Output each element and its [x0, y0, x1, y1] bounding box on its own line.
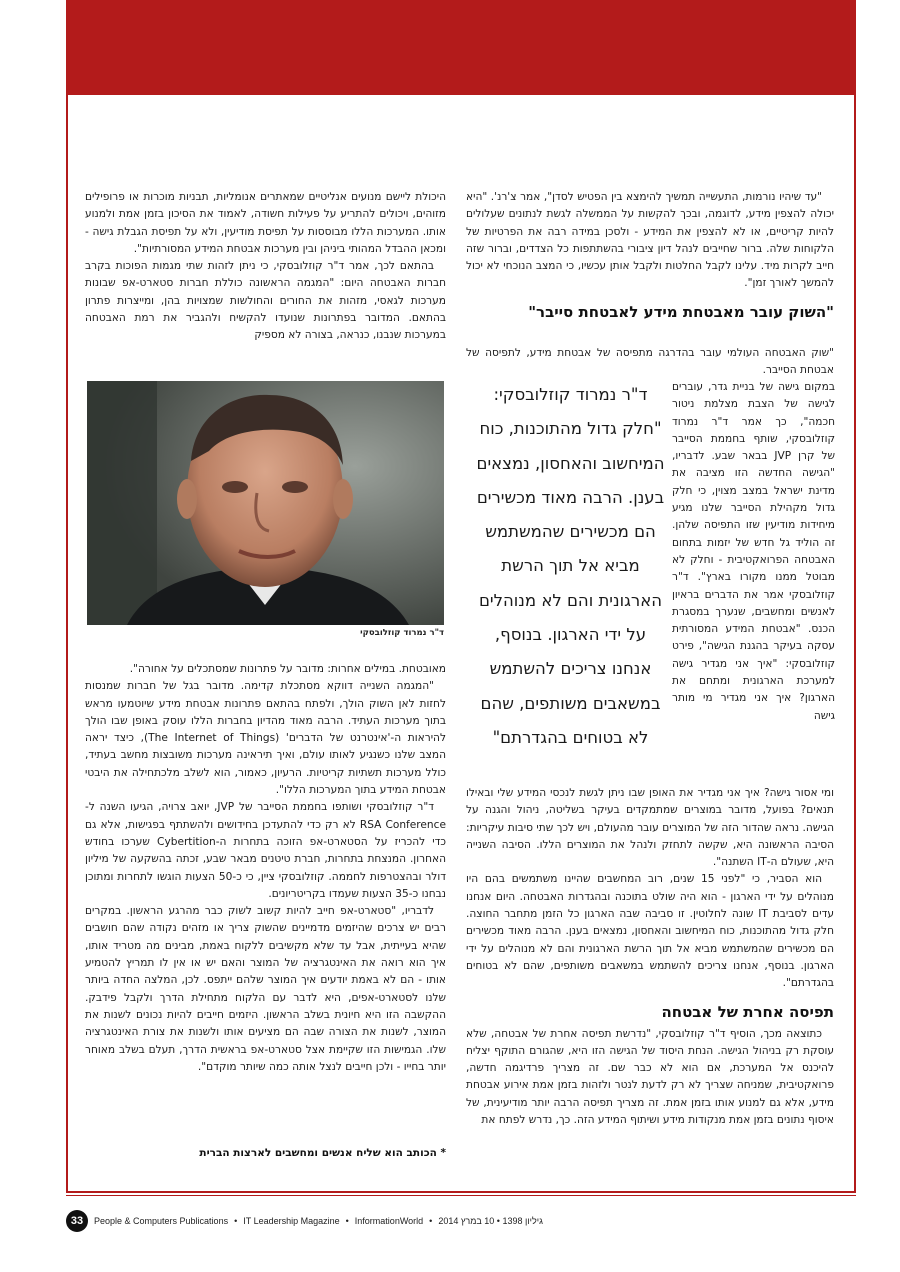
article-right-column-narrow-body [672, 379, 835, 725]
frame-bottom-rule-thin [66, 1195, 856, 1196]
paragraph: לדבריו, "סטארט-אפ חייב להיות קשוב לשוק כבר מהרגע הראשון. במקרים רבים יש צרכים שהיזמים מדמיינים שהשוק צריך או מזהים נקודה שהם חושבים שהיא בעייתית, אבל עד שלא מקשיבים ללקוח באמת, מבינים מה מטריד אותו, איך הוא רואה את האינטגרציה של המוצר והאם יש או אין לו תמריץ להטמיע אותו - הם לא באמת יודעים איך המוצר שלהם ייתפס. לכן, המלצה החדה ביותר שלנו לסטארט-אפים, היא לדבר עם הלקוח מתחילת הדרך ולקבל פידבק. ההקשבה הזו היא חיונית בשלב הראשון. היזמים חייבים להיות נכונים לשנות את המוצר, לשנות את הצורה שבה הם מציעים אותו ולשנות את צורת האינטגרציה שלו. הגמישות הזו שקיימת אצל סטארט-אפ בראשית הדרך, תעלם בשלב מאוחר יותר בחייו - ולכן חייבים לנצל אותה כמה שיותר מוקדם". [85, 905, 446, 1073]
page-footer [66, 1209, 856, 1233]
paragraph: כתוצאה מכך, הוסיף ד"ר קוזלובסקי, "נדרשת תפיסה אחרת של אבטחה, שלא עוסקת רק בניהול הגישה. הנחת היסוד של הגישה הזו היא, שהגורם התוקף יצליח להיכנס אל המערכת, אם הוא לא כבר שם. זה מצריך פרדיגמה חדשה, פרואקטיבית, שמניחה שצריך לא רק לדעת לנטר ולזהות בזמן אמת אירוע אבטחת מידע, אלא גם למנוע אותו בזמן אמת. זה מצריך תפיסה הרבה יותר מודיעינית, של איסוף נתונים בזמן אמת מנקודות מידע ושיתוף המידע הזה. כך, נדרש לפתח את [466, 1027, 834, 1127]
magazine-name: IT Leadership Magazine [243, 1216, 340, 1226]
paragraph: במקום גישה של בניית גדר, עוברים לגישה של הצבת מצלמת ניטור חכמה", כך אמר ד"ר נמרוד קוזלובסקי, שותף בחממת הסייבר של קרן JVP בבאר שבע. לדבריו, "הגישה החדשה הזו מציבה את מדינת ישראל במצב מצוין, כי חלק גדול מקהילת הסייבר שלנו מגיע מיחידות מודיעין שזו התפיסה שלהן. זה הוליד גל חדש של יזמות בתחום האבטחה הפרואקטיבית - וחלק לא מבוטל ממנו מקורו בארץ". ד"ר קוזלובסקי אמר את הדברים בראיון לאנשים ומחשבים, שנערך במסגרת הכנס. "אבטחת המידע המסורתית עסקה בעיקר בהגנת הגישה", פירט קוזלובסקי: "איך אני מגדיר גישה למערכת הארגונית ומתחם את הארגון? איך אני מגדיר מי מותר גישה [672, 381, 835, 722]
frame-left-rule [66, 95, 68, 1192]
bullet-separator: • [234, 1216, 238, 1226]
page-number: 33 [66, 1210, 88, 1232]
site-name: InformationWorld [354, 1216, 424, 1226]
paragraph: "עד שיהיו נורמות, התעשייה תמשיך להימצא בין הפטיש לסדן", אמר צ'רנ'. "היא יכולה להצפין מידע, לדוגמה, ובכך להקשות על הממשלה לגשת לנתונים שעלולים להיות קריטיים, או לא להצפין את המידע - ולסכן במידה רבה את הפרטיות של הלקוחות שלה. ברור שחייבים לנהל דיון ציבורי בהשתתפות כל הצדדים, וברור שזה חייב לקרות מיד. עלינו לקבל החלטות ולקבל אותן עכשיו, כי המצב הנוכחי לא יכול להמשך לאורך זמן". [466, 191, 834, 290]
paragraph: מאובטחת. במילים אחרות: מדובר על פתרונות שמסתכלים על אחורה". [129, 663, 446, 675]
portrait-photo [87, 381, 444, 625]
publisher-name: People & Computers Publications [94, 1216, 229, 1226]
issue-info: גיליון 1398 • 10 במרץ 2014 [438, 1216, 543, 1226]
section-heading-cyber-market: "השוק עובר מאבטחת מידע לאבטחת סייבר" [528, 302, 834, 321]
paragraph: הוא הסביר, כי "לפני 15 שנים, רוב המחשבים שהיינו משתמשים בהם היו מנוהלים על ידי הארגון - הוא היה שולט בתוכנה ובהגדרות האבטחה. היום אנחנו עדים לסביבת IT שונה לחלוטין. זו סביבה שבה הארגון כל הזמן מתחבר החוצה. חלק גדול מהתוכנות, כוח המיחשוב והאחסון, נמצאים בענן. הרבה מאוד מכשירים הם מכשירים שהמשתמש מביא אל תוך הרשת הארגונית והם לא מנוהלים על ידי הארגון. בנוסף, אנחנו צריכים להשתמש במשאבים משותפים, שהם לא בטוחים בהגדרתם". [466, 873, 834, 990]
paragraph: ד"ר קוזלובסקי ושותפו בחממת הסייבר של JVP, יואב צרויה, הגיעו השנה ל-RSA Conference לא רק כדי להתעדכן בחידושים ולהשתתף בפגישות, אלא גם כדי להכריז על הסטארט-אפ הזוכה בתחרות ה-Cybertition שערכו בחודש האחרון. המנצחת בתחרות, חברת טיטנים מבאר שבע, זכתה בהשקעה של מיליון דולר ובהצטרפות לחממה. קוזלובסקי ציין, כי כ-50 הצעות הוגשו לתחרות ומתוכן נבחנו כ-35 הצעות שעמדו בקריטריונים. [85, 801, 446, 900]
frame-bottom-rule [66, 1191, 856, 1193]
author-note: * הכותב הוא שליח אנשים ומחשבים לארצות הברית [199, 1147, 446, 1159]
bullet-separator: • [429, 1216, 433, 1226]
article-right-column-bottom [466, 785, 834, 1129]
paragraph: היכולת ליישם מנועים אנליטיים שמאתרים אנומליות, תבניות מוכרות או פרופילים מזוהים, ויכולים להתריע על פעילות חשודה, לאמוד את הסיכון בזמן אמת ולמנוע אותו. המערכות הללו מבוססות על תפיסת מודיעין, ולא על תפיסת הגבלת גישה - ומכאן ההבדל המהותי ביניהן ובין מערכות אבטחת המידע המסורתיות". [85, 191, 446, 255]
paragraph: ומי אסור גישה? איך אני מגדיר את האופן שבו ניתן לגשת לנכסי המידע שלי ובאילו תנאים? בפועל, מדובר במוצרים שמתמקדים בעיקר בשליטה, ניהול והגנה על הגישה. נראה שהדור הזה של המוצרים עובר מהעולם, ויש לכך שתי סיבות עיקריות: הסיבה הראשונה היא, שקשה לתחזק ולנהל את המוצרים הללו. הסיבה השנייה היא, שעולם ה-IT השתנה". [466, 787, 834, 869]
article-left-column-bottom [85, 661, 446, 1076]
article-right-column-narrow [466, 345, 834, 380]
bullet-separator: • [345, 1216, 349, 1226]
frame-right-rule [854, 95, 856, 1192]
pull-quote: ד"ר נמרוד קוזלובסקי: "חלק גדול מהתוכנות, כוח המיחשוב והאחסון, נמצאים בענן. הרבה מאוד מכשירים הם מכשירים שהמשתמש מביא אל תוך הרשת הארגונית והם לא מנוהלים על ידי הארגון. בנוסף, אנחנו צריכים להשתמש במשאבים משותפים, שהם לא בטוחים בהגדרתם" [476, 385, 665, 747]
paragraph-lead: "שוק האבטחה העולמי עובר בהדרגה מתפיסה של אבטחת מידע, לתפיסה של אבטחת הסייבר. [466, 347, 834, 377]
paragraph: בהתאם לכך, אמר ד"ר קוזלובסקי, כי ניתן לזהות שתי מגמות הפוכות בקרב חברות האבטחה היום: "המגמה הראשונה כוללת חברות סטארט-אפ שבונות מערכות לגאסי, מזהות את החורים והחולשות שמצויות בהן, ומייצרות פתרון בהתאם. המדובר בפתרונות שנועדו להקשיח ולהגביר את רמת האבטחה במערכות שנבנו, כנראה, בצורה לא מספיק [85, 260, 446, 342]
article-left-column-top [85, 189, 446, 345]
section-heading-different-security: תפיסה אחרת של אבטחה [661, 1002, 834, 1021]
paragraph: "המגמה השנייה דווקא מסתכלת קדימה. מדובר בגל של חברות שמנסות לחזות לאן השוק הולך, ולפתח בהתאם פתרונות אבטחת מידע שיוטמעו מראש בתוך מערכות העתיד. הרבה מאוד מהדיון בחברות הללו עוסק באופן שבו הולך להיראות ה-'אינטרנט של הדברים' (The Internet of Things), כיצד יראה המצב שלנו כשנגיע לאותו עולם, ואיך תיראינה מערכות משובצות מחשב בעתיד, כולל מערכות תשתיות קריטיות. הרעיון, כאמור, הוא לשלב מלכתחילה את היבטי אבטחת המידע בתוך המערכות הללו". [85, 680, 447, 797]
article-right-column-top [466, 189, 834, 326]
photo-caption: ד"ר נמרוד קוזלובסקי [360, 628, 444, 638]
header-red-band [66, 0, 856, 95]
